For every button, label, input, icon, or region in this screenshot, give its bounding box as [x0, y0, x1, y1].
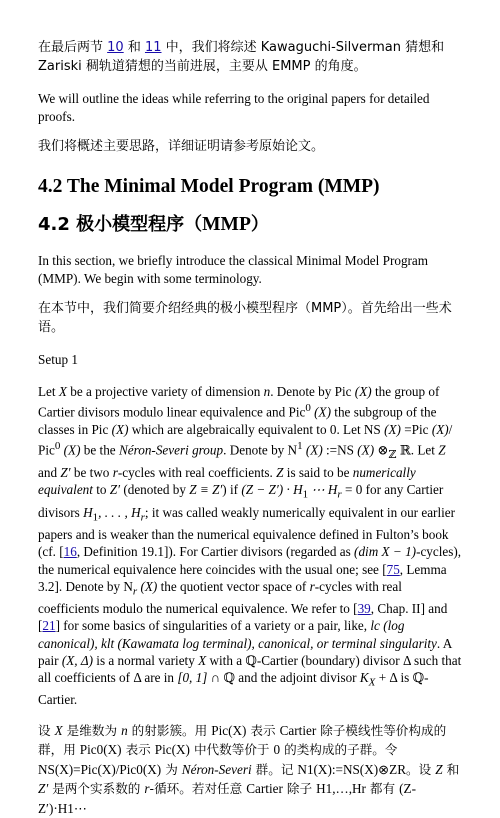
math-var: r — [144, 781, 150, 797]
math-var: K — [359, 669, 369, 685]
text-run: the quotient vector space of — [157, 578, 310, 594]
text-run: -cycles with real coefficients modulo the numerical equivalence. We refer to [ — [38, 578, 402, 617]
text-run: 中代数等价于 — [189, 742, 274, 758]
math-var: Z — [435, 761, 443, 777]
math-expr: (X) — [354, 383, 372, 399]
math-var: r — [309, 578, 315, 594]
latin-run: H1,…,Hr — [316, 781, 366, 797]
math-expr: ⋯ H — [308, 481, 338, 497]
text-run: which are algebraically equivalent to 0. Let NS — [128, 421, 385, 437]
emphasis-term: Néron-Severi group — [118, 442, 224, 458]
math-var: Z — [276, 464, 284, 480]
section-heading-en: 4.2 The Minimal Model Program (MMP) — [38, 176, 380, 198]
math-expr: [0, 1] — [177, 669, 208, 685]
section-intro-cn: 在本节中，我们简要介绍经典的极小模型程序（MMP）。首先给出一些术语。 — [38, 301, 452, 336]
math-expr: (dim X − 1) — [354, 544, 417, 560]
ref-link-10[interactable]: 10 — [107, 40, 124, 55]
text-run: 设 — [38, 722, 55, 738]
outline-paragraph-en: We will outline the ideas while referring to the original papers for detailed proofs. — [38, 91, 430, 124]
text-run: 是两个实系数的 — [48, 781, 145, 797]
math-expr: (X) — [302, 442, 323, 458]
text-run: 和 — [123, 40, 145, 55]
ref-link-75[interactable]: 75 — [386, 561, 400, 577]
latin-run: Pic0(X) — [79, 742, 122, 758]
text-run: ] for some basics of singularities of a variety or a pair, like, — [55, 618, 371, 634]
text-run: = 0 for any Cartier divisors — [38, 481, 444, 520]
math-expr: (X, Δ) — [61, 652, 93, 668]
math-expr: (X) — [357, 442, 375, 458]
text-run: ℝ. Let — [396, 442, 439, 458]
math-expr: (X) — [384, 421, 401, 437]
heading-text: 4.2 极小模型程序（ — [38, 214, 203, 236]
math-var: X — [198, 652, 207, 668]
text-run: ∩ ℚ and the adjoint divisor — [207, 669, 360, 685]
text-run: -cycles), the numerical equivalence here coincides with the usual one; see [ — [38, 544, 462, 577]
text-run: , Chap. II] and [ — [38, 601, 448, 634]
superscript: 0 — [305, 402, 311, 415]
math-expr: (X) — [111, 421, 129, 437]
text-run: the subgroup of the classes in Pic — [38, 404, 437, 437]
emphasis-term: Néron-Severi — [181, 761, 252, 777]
math-expr: (X) — [431, 421, 449, 437]
text-run: to — [92, 481, 110, 497]
math-var: Z′ — [60, 464, 71, 480]
text-run: 在最后两节 — [38, 40, 108, 55]
text-run: with a ℚ-Cartier (boundary) divisor Δ such that all coefficients of Δ are in — [38, 652, 462, 685]
text-run: -循环。若对任意 — [149, 781, 247, 797]
setup-paragraph-cn — [38, 721, 464, 818]
text-run: 是维数为 — [62, 722, 122, 738]
text-run: is a normal variety — [93, 652, 199, 668]
latin-run: Pic(X) — [211, 722, 247, 738]
text-run: is said to be — [283, 464, 353, 480]
subscript: 1 — [302, 488, 309, 501]
latin-run: Pic(X) — [154, 742, 190, 758]
latin-run: 0 — [273, 742, 281, 758]
text-run: 都有 — [365, 781, 400, 797]
math-var: X — [54, 722, 63, 738]
math-var: X — [58, 383, 67, 399]
text-run: 的射影簇。用 — [127, 722, 212, 738]
text-run: . Denote by Pic — [270, 383, 355, 399]
subscript: 1 — [92, 511, 99, 524]
latin-run: (Z-Z′)·H1⋯ — [38, 781, 416, 816]
latin-run: Cartier — [246, 781, 283, 797]
text-run: the group of Cartier divisors modulo linear equivalence and Pic — [38, 383, 440, 420]
subscript: ℤ — [388, 448, 397, 461]
emphasis-term: lc (log canonical), klt (Kawamata log terminal), canonical, or terminal singularity — [38, 618, 437, 651]
text-run: and — [38, 464, 61, 480]
text-run: 。设 — [406, 761, 436, 777]
text-run: / Pic — [38, 421, 453, 458]
setup-body-paragraph — [38, 383, 464, 709]
subscript: r — [337, 488, 342, 501]
text-run: Let — [38, 383, 59, 399]
ref-link-16[interactable]: 16 — [63, 544, 77, 560]
text-run: . Denote by N — [223, 442, 298, 458]
text-run: be a projective variety of dimension — [66, 383, 264, 399]
superscript: 1 — [297, 439, 303, 452]
superscript: 0 — [54, 439, 61, 452]
setup-label: Setup 1 — [38, 352, 78, 368]
text-run: be two — [70, 464, 113, 480]
text-run: . A pair — [38, 635, 452, 668]
math-var: Z′ — [109, 481, 121, 497]
text-run: 表示 — [121, 742, 155, 758]
text-run: be the — [80, 442, 119, 458]
text-run: + Δ is ℚ-Cartier. — [38, 669, 429, 708]
text-run: 表示 — [246, 722, 280, 738]
section-heading-cn — [38, 212, 464, 238]
text-run: 为 — [161, 761, 182, 777]
math-expr: (X) — [137, 578, 158, 594]
math-var: r — [112, 464, 118, 480]
text-run: ⊗ — [374, 442, 389, 458]
text-run: 中，我们将综述 Kawaguchi-Silverman 猜想和 Zariski 稠轨道猜想的当前进展，主要从 EMMP 的角度。 — [38, 40, 445, 74]
ref-link-11[interactable]: 11 — [144, 40, 162, 55]
text-run: , Lemma 3.2]. Denote by N — [38, 561, 447, 594]
text-run: ; it was called weakly numerically equivalent in our earlier papers and is weaker than the numerical equivalence defined in Fulton’s book (cf. [ — [38, 504, 456, 560]
ref-link-39[interactable]: 39 — [357, 601, 371, 617]
subscript: r — [140, 511, 145, 524]
latin-run: Cartier — [279, 722, 317, 738]
subscript: X — [368, 676, 376, 689]
math-expr: , . . . , H — [98, 504, 141, 520]
math-expr: (Z − Z′) · H — [241, 481, 303, 497]
text-run: 除子模线性等价构成的群，用 — [38, 722, 447, 758]
math-var: n — [263, 383, 271, 399]
text-run: ) if — [222, 481, 242, 497]
text-run: 和 — [442, 761, 460, 777]
ref-link-21[interactable]: 21 — [42, 618, 56, 634]
emphasis-term: numerically equivalent — [38, 464, 416, 497]
subscript: r — [132, 585, 138, 598]
intro-paragraph-cn — [38, 38, 464, 76]
math-var: n — [121, 722, 128, 738]
text-run: (denoted by — [120, 481, 190, 497]
math-expr: Z ≡ Z′ — [189, 481, 223, 497]
heading-text: MMP — [202, 214, 251, 236]
latin-run: N1(X):=NS(X)⊗ZR — [297, 761, 407, 777]
outline-paragraph-cn: 我们将概述主要思路，详细证明请参考原始论文。 — [38, 139, 325, 155]
text-run: 的类构成的子群。令 — [280, 742, 398, 758]
math-var: Z — [438, 442, 446, 458]
text-run: =Pic — [400, 421, 432, 437]
text-run: 群。记 — [251, 761, 298, 777]
math-expr: (X) — [310, 404, 331, 420]
math-var: Z′ — [38, 781, 49, 797]
text-run: -cycles with real coefficients. — [117, 464, 277, 480]
latin-run: NS(X)=Pic(X)/Pic0(X) — [38, 761, 162, 777]
math-expr: H — [83, 504, 93, 520]
math-expr: (X) — [60, 442, 81, 458]
text-run: :=NS — [322, 442, 358, 458]
text-run: 除子 — [282, 781, 317, 797]
text-run: , Definition 19.1]). For Cartier divisors (regarded as — [76, 544, 355, 560]
heading-text: ） — [250, 214, 269, 236]
section-intro-en: In this section, we briefly introduce the classical Minimal Model Program (MMP). We begin with some terminology. — [38, 253, 429, 286]
